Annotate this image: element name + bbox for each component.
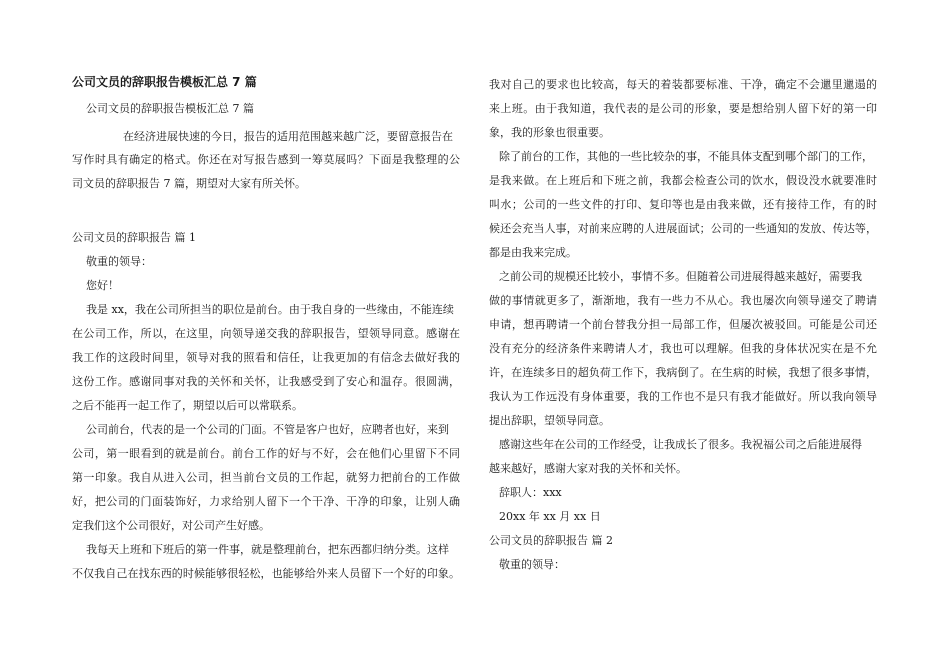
body-line: 我认为工作远没有身体重要，我的工作也不是只有我才能做好。所以我向领导: [489, 390, 877, 403]
body-line: 没有充分的经济条件来聘请人才，我也可以理解。但我的身体状况实在是不允: [489, 342, 877, 355]
body-line: 都是由我来完成。: [489, 246, 577, 259]
body-line: 提出辞职，望领导同意。: [489, 414, 610, 427]
body-line: 我是 xx，我在公司所担当的职位是前台。由于我自身的一些缘由，不能连续: [86, 303, 454, 316]
greeting: 您好！: [86, 279, 119, 292]
body-line: 来上班。由于我知道，我代表的是公司的形象，要是想给别人留下好的第一印: [489, 102, 877, 115]
body-line: 叫水；公司的一些文件的打印、复印等也是由我来做，还有接待工作，有的时: [489, 198, 877, 211]
body-line: 第一印象。我自从进入公司，担当前台文员的工作起，就努力把前台的工作做: [72, 471, 460, 484]
body-line: 做的事情就更多了，渐渐地，我有一些力不从心。我也屡次向领导递交了聘请: [489, 294, 877, 307]
signature-name: 辞职人：xxx: [499, 486, 562, 499]
section-heading: 公司文员的辞职报告 篇 1: [72, 231, 196, 244]
document-title: 公司文员的辞职报告模板汇总 7 篇: [72, 75, 257, 89]
body-line: 除了前台的工作，其他的一些比较杂的事，不能具体支配到哪个部门的工作，: [499, 150, 873, 163]
body-line: 不仅我自己在找东西的时候能够很轻松，也能够给外来人员留下一个好的印象。: [72, 567, 460, 580]
body-line: 这份工作。感谢同事对我的关怀和关怀，让我感受到了安心和温存。很圆满，: [72, 375, 460, 388]
signature-date: 20xx 年 xx 月 xx 日: [499, 510, 601, 523]
intro-line: 司文员的辞职报告 7 篇，期望对大家有所关怀。: [72, 177, 306, 190]
body-line: 之后不能再一起工作了，期望以后可以常联系。: [72, 399, 303, 412]
body-line: 定我们这个公司很好，对公司产生好感。: [72, 519, 270, 532]
body-line: 在公司工作，所以，在这里，向领导递交我的辞职报告，望领导同意。感谢在: [72, 327, 460, 340]
body-line: 我每天上班和下班后的第一件事，就是整理前台，把东西都归纳分类。这样: [86, 543, 449, 556]
body-line: 公司，第一眼看到的就是前台。前台工作的好与不好，会在他们心里留下不同: [72, 447, 460, 460]
body-line: 候还会充当人事，对前来应聘的人进展面试；公司的一些通知的发放、传达等，: [489, 222, 877, 235]
body-line: 好，把公司的门面装饰好，力求给别人留下一个干净、干净的印象，让别人确: [72, 495, 460, 508]
body-line: 象，我的形象也很重要。: [489, 126, 610, 139]
body-line: 许，在连续多日的超负荷工作下，我病倒了。在生病的时候，我想了很多事情，: [489, 366, 877, 379]
salutation: 敬重的领导：: [86, 255, 152, 268]
body-line: 我对自己的要求也比较高，每天的着装都要标准、干净，确定不会邋里邋遢的: [489, 78, 877, 91]
section-heading: 公司文员的辞职报告 篇 2: [489, 534, 613, 547]
body-line: 之前公司的规模还比较小，事情不多。但随着公司进展得越来越好，需要我: [499, 270, 862, 283]
body-line: 越来越好，感谢大家对我的关怀和关怀。: [489, 462, 687, 475]
body-line: 是我来做。在上班后和下班之前，我都会检查公司的饮水，假设没水就要准时: [489, 174, 877, 187]
intro-line: 在经济进展快速的今日，报告的适用范围越来越广泛，要留意报告在: [123, 130, 453, 143]
body-line: 我工作的这段时间里，领导对我的照看和信任，让我更加的有信念去做好我的: [72, 351, 460, 364]
body-line: 公司前台，代表的是一个公司的门面。不管是客户也好，应聘者也好，来到: [86, 423, 449, 436]
body-line: 申请，想再聘请一个前台替我分担一局部工作，但屡次被驳回。可能是公司还: [489, 318, 877, 331]
salutation: 敬重的领导：: [499, 558, 565, 571]
intro-line: 写作时具有确定的格式。你还在对写报告感到一筹莫展吗？下面是我整理的公: [72, 153, 460, 166]
body-line: 感谢这些年在公司的工作经受，让我成长了很多。我祝福公司之后能进展得: [499, 438, 862, 451]
subtitle-line: 公司文员的辞职报告模板汇总 7 篇: [86, 102, 254, 115]
